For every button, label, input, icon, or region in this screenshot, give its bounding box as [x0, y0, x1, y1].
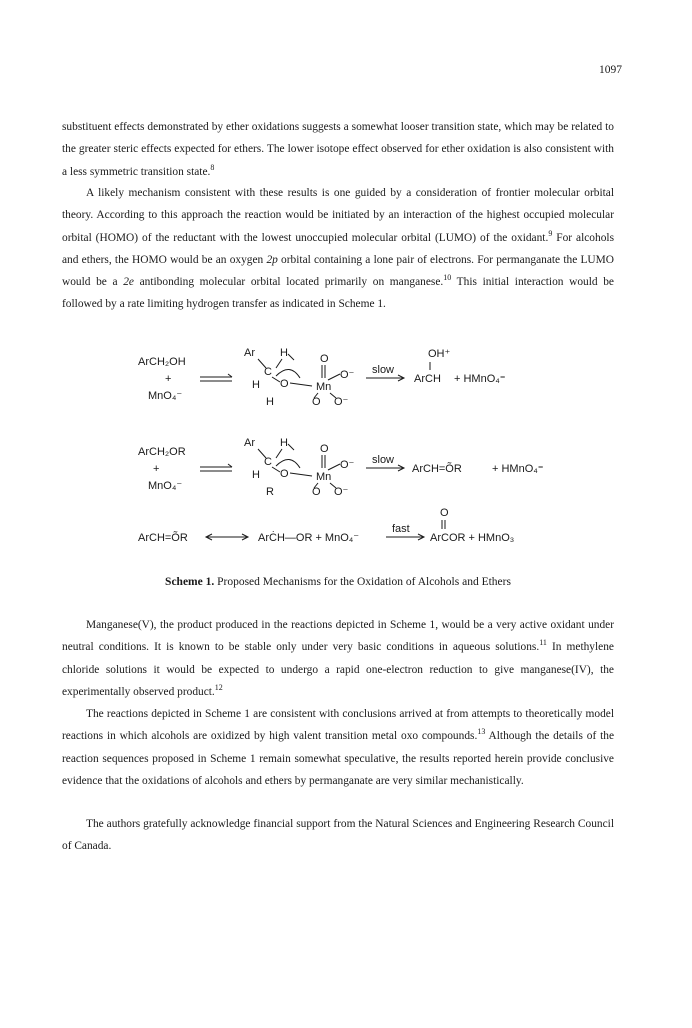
p2-orbital: 2p [266, 253, 278, 266]
ts1-ar: Ar [244, 347, 255, 359]
ref-10: 10 [443, 273, 452, 283]
r1-product: ArCH [414, 373, 441, 385]
ts1-o: O [280, 378, 289, 390]
ts1-o-top: O [320, 353, 329, 365]
p2-text-e: This initial interaction would be followed by a rate limiting hydrogen transfer as indicated in Scheme 1. [62, 276, 614, 311]
ts1-o-br: O⁻ [334, 396, 349, 408]
p4-text-a: The reactions depicted in Scheme 1 are consistent with conclusions arrived at from attempts to theoretically model reactions in which alcohols are oxidized by high valent transition metal oxo compounds. [62, 708, 614, 743]
ts1-c: C [264, 366, 272, 378]
r1-mno4: MnO₄⁻ [148, 390, 183, 402]
p3-text-a: Manganese(V), the product produced in the reactions depicted in Scheme 1, would be a very active oxidant under neutral conditions. It is known to be stable only under very basic conditions in aqueous solutions. [62, 619, 614, 654]
ref-12: 12 [214, 682, 223, 692]
ts2-c: C [264, 456, 272, 468]
caption-text: Proposed Mechanisms for the Oxidation of Alcohols and Ethers [217, 576, 511, 588]
p4-text-b: Although the details of the reaction sequences proposed in Scheme 1 remain somewhat speculative, the results reported herein provide conclusive evidence that the oxidations of alcohols and ethers by permanganate are very similar mechanistically. [62, 730, 614, 787]
p1-text: substituent effects demonstrated by ether oxidations suggests a somewhat looser transition state, which may be related to the greater steric effects expected for ethers. The lower isotope effect observed for ether oxidation is also consistent with a less symmetric transition state. [62, 121, 614, 178]
r2-r-bottom: R [266, 486, 274, 498]
r1-reactant: ArCH₂OH [138, 356, 186, 368]
paragraph-1 [62, 116, 614, 183]
ts2-o-top: O [320, 443, 329, 455]
r2-reactant: ArCH₂OR [138, 446, 186, 458]
r2-slow: slow [372, 454, 395, 466]
ts2-mn: Mn [316, 471, 332, 483]
ts1-o-right: O⁻ [340, 369, 355, 381]
r3-mid: ArĊH—OR + MnO₄⁻ [258, 532, 360, 544]
ts2-o-bl: O [312, 486, 321, 498]
ref-11: 11 [539, 638, 547, 648]
ts1-mn: Mn [316, 381, 332, 393]
r1-slow: slow [372, 364, 395, 376]
ref-8: 8 [210, 162, 215, 172]
ts2-ar: Ar [244, 437, 255, 449]
paragraph-5 [62, 813, 614, 858]
ts2-o-br: O⁻ [334, 486, 349, 498]
r1-oh: OH⁺ [428, 348, 451, 360]
ts1-h: H [280, 347, 288, 359]
p3-text-b: In methylene chloride solutions it would be expected to undergo a rapid one-electron reduction to give manganese(IV), the experimentally observed product. [62, 641, 614, 698]
paragraph-4 [62, 703, 614, 792]
ts-1 [244, 347, 355, 408]
ts2-o-right: O⁻ [340, 459, 355, 471]
p2-electron: 2e [123, 276, 134, 289]
p2-text-a: A likely mechanism consistent with these results is one guided by a consideration of frontier molecular orbital theory. According to this approach the reaction would be initiated by an interaction of the highest occupied molecular orbital (HOMO) of the reductant with the lowest unoccupied molecular orbital (LUMO) of the oxidant. [62, 187, 614, 244]
r1-hmno4: + HMnO₄⁼ [454, 373, 506, 385]
paragraph-3 [62, 614, 614, 703]
ts1-h2: H [252, 379, 260, 391]
ts1-o-bl: O [312, 396, 321, 408]
page-number: 1097 [599, 64, 622, 76]
r1-plus: + [165, 373, 172, 385]
paragraph-2 [62, 182, 614, 316]
ts2-h2: H [252, 469, 260, 481]
r3-left: ArCH=ÕR [138, 532, 188, 544]
ts2-o: O [280, 468, 289, 480]
ts2-h: H [280, 437, 288, 449]
p5-text: The authors gratefully acknowledge financial support from the Natural Sciences and Engineering Research Council of Canada. [62, 818, 614, 853]
r2-hmno4: + HMnO₄⁼ [492, 463, 544, 475]
r3-fast: fast [392, 523, 410, 535]
p2-text-c: orbital containing a lone pair of electrons. For permanganate the LUMO would be a [62, 253, 614, 289]
r3-product: ArCOR + HMnO₃ [430, 532, 515, 544]
r3-o: O [440, 507, 449, 519]
p2-text-d: antibonding molecular orbital located primarily on manganese. [133, 276, 444, 289]
ref-13: 13 [477, 727, 486, 737]
r1-h-bottom: H [266, 396, 274, 408]
ts-2 [244, 437, 355, 498]
caption-label: Scheme 1. [165, 576, 215, 588]
scheme-caption [62, 576, 614, 588]
r2-plus: + [153, 463, 160, 475]
r2-mno4: MnO₄⁻ [148, 480, 183, 492]
r1-eq-head [228, 374, 232, 377]
p2-text-b: For alcohols and ethers, the HOMO would be an oxygen [62, 231, 614, 266]
ref-9: 9 [548, 228, 553, 238]
r2-product: ArCH=ÕR [412, 463, 462, 475]
